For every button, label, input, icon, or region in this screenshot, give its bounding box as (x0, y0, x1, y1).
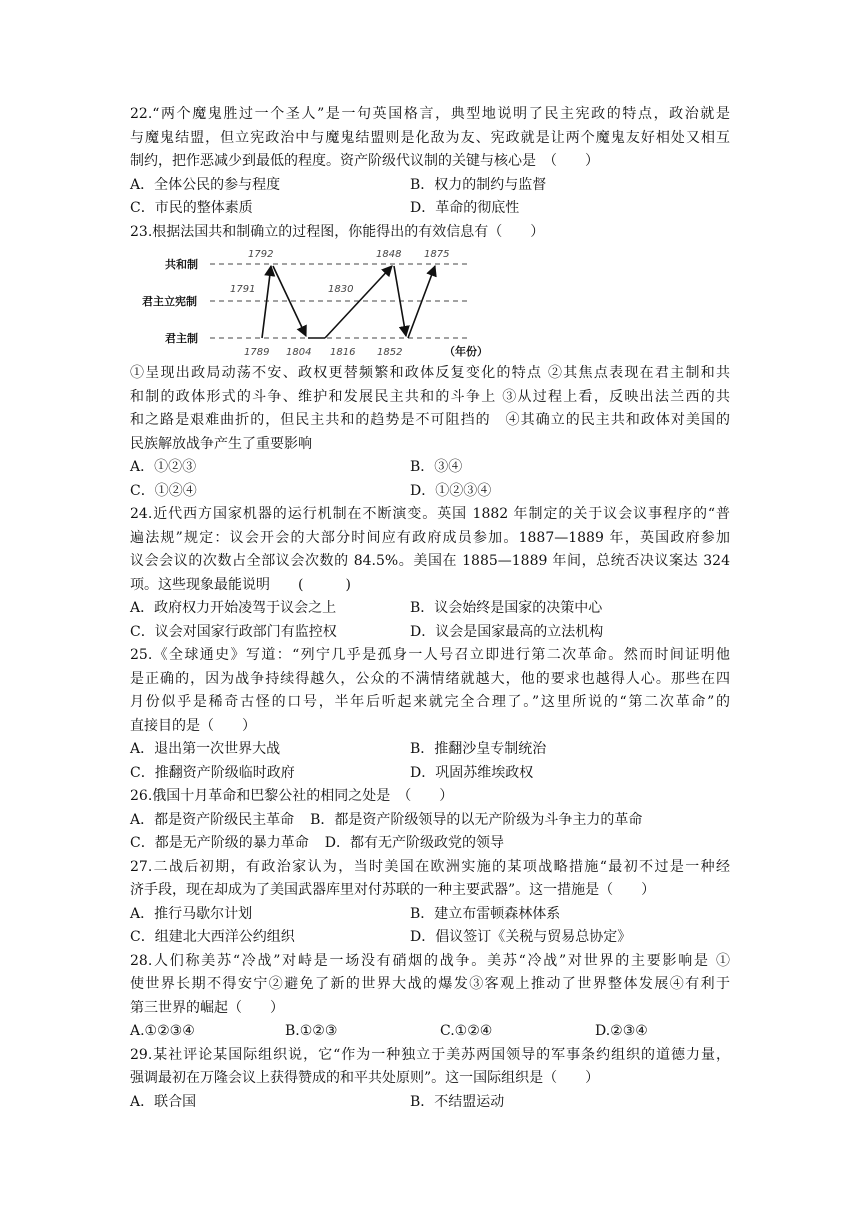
question-text: 22.“两个魔鬼胜过一个圣人”是一句英国格言，典型地说明了民主宪政的特点，政治就是 (130, 106, 730, 122)
option-a: A．推行马歇尔计划 (130, 905, 253, 922)
year-label: 1789 (244, 347, 270, 358)
option-b: B．③④ (410, 459, 463, 475)
year-label: 1816 (330, 347, 356, 358)
option-row (130, 456, 730, 480)
question-text: 第三世界的崛起（ ） (130, 999, 284, 1016)
question-text: 直接目的是（ ） (130, 717, 256, 734)
option-b: B．推翻沙皇专制统治 (410, 741, 547, 757)
question-26 (130, 785, 730, 856)
option-b: B．不结盟运动 (410, 1093, 505, 1110)
arrow-1848-1852 (394, 266, 406, 336)
option-d: D．①②③④ (410, 482, 492, 499)
option-row (130, 1091, 730, 1115)
question-text: 24.近代西方国家机器的运行机制在不断演变。英国 1882 年制定的关于议会议事程序的“普 (130, 506, 730, 522)
statement-text: 民族解放战争产生了重要影响 (130, 435, 312, 452)
process-chart (130, 244, 500, 362)
option-row (130, 597, 730, 621)
option-row (130, 174, 730, 198)
option-row (130, 832, 730, 856)
option-row (130, 621, 730, 645)
option-row (130, 809, 730, 833)
option-a: A．都是资产阶级民主革命 (130, 811, 295, 828)
year-label: 1830 (328, 284, 354, 295)
arrow-1852-1875 (408, 266, 435, 338)
option-d: D．革命的彻底性 (410, 200, 520, 216)
question-23 (130, 221, 730, 504)
question-22 (130, 103, 730, 221)
option-a: A.①②③④ (130, 1023, 195, 1039)
year-label: 1804 (286, 347, 312, 358)
option-c: C．市民的整体素质 (130, 200, 253, 216)
row-label-republic: 共和制 (165, 258, 198, 271)
question-text: 与魔鬼结盟，但立宪政治中与魔鬼结盟则是化敌为友、宪政就是让两个魔鬼友好相处又相互 (130, 129, 730, 146)
option-row (130, 903, 730, 927)
option-b: B.①②③ (285, 1023, 338, 1039)
question-text: 28.人们称美苏“冷战”对峙是一场没有硝烟的战争。美苏“冷战”对世界的主要影响是 ① (130, 952, 730, 969)
question-text: 26.俄国十月革命和巴黎公社的相同之处是 （ ） (130, 788, 454, 804)
question-text: 强调最初在万隆会议上获得赞成的和平共处原则”。这一国际组织是（ ） (130, 1070, 600, 1086)
question-text: 是正确的，因为战争持续得越久，公众的不满情绪就越大，他的要求也越得人心。那些在四 (130, 670, 730, 687)
arrow-1816-1848 (325, 266, 392, 338)
question-25 (130, 644, 730, 785)
question-text: 济手段，现在却成为了美国武器库里对付苏联的一种主要武器”。这一措施是（ ） (130, 882, 656, 898)
option-d: D．议会是国家最高的立法机构 (410, 623, 604, 640)
question-text: 制约，把作恶减少到最低的程度。资产阶级代议制的关键与核心是 （ ） (130, 153, 599, 169)
option-b: B．都是资产阶级领导的以无产阶级为斗争主力的革命 (310, 811, 643, 828)
republic-process-diagram (130, 244, 730, 362)
option-a: A．政府权力开始凌驾于议会之上 (130, 600, 337, 616)
question-28 (130, 950, 730, 1044)
option-c: C．推翻资产阶级临时政府 (130, 764, 295, 781)
question-text: 月份似乎是稀奇古怪的口号，半年后听起来就完全合理了。”这里所说的“第二次革命”的 (130, 694, 730, 710)
question-text: 遍法规”规定：议会开会的大部分时间应有政府成员参加。1887—1889 年，英国政府参加 (130, 529, 730, 546)
option-d: D．倡议签订《关税与贸易总协定》 (410, 929, 632, 945)
statement-text: 和之路是艰难曲折的，但民主共和的趋势是不可阻挡的 ④其确立的民主共和政体对美国的 (130, 412, 730, 428)
option-row (130, 738, 730, 762)
year-label: 1852 (377, 347, 403, 358)
option-a: A．①②③ (130, 459, 197, 475)
option-b: B．建立布雷顿森林体系 (410, 905, 561, 922)
axis-unit-label: （年份） (444, 345, 488, 358)
question-text: 29.某社评论某国际组织说，它“作为一种独立于美苏两国领导的军事条约组织的道德力量， (130, 1046, 730, 1063)
option-c: C．①②④ (130, 482, 197, 499)
question-24 (130, 503, 730, 644)
row-label-monarchy: 君主制 (165, 332, 198, 345)
option-a: A．联合国 (130, 1093, 197, 1110)
statement-text: ①呈现出政局动荡不安、政权更替频繁和政体反复变化的特点 ②其焦点表现在君主制和共 (130, 365, 730, 381)
question-text: 项。这些现象最能说明 ( ) (130, 576, 351, 593)
year-label: 1848 (376, 249, 402, 260)
option-row (130, 1020, 730, 1044)
year-label: 1792 (248, 249, 274, 260)
option-a: A．退出第一次世界大战 (130, 741, 281, 757)
question-27 (130, 856, 730, 950)
option-c: C．议会对国家行政部门有监控权 (130, 623, 337, 640)
option-c: C．都是无产阶级的暴力革命 (130, 835, 309, 851)
question-text: 议会会议的次数占全部议会次数的 84.5%。美国在 1885—1889 年间，总统否决议案达 324 (130, 553, 730, 569)
question-list (130, 103, 730, 1114)
option-d: D.②③④ (595, 1023, 648, 1039)
statement-text: 和制的政体形式的斗争、维护和发展民主共和的斗争上 ③从过程上看，反映出法兰西的共 (130, 388, 730, 405)
option-b: B．权力的制约与监督 (410, 176, 547, 193)
option-row (130, 480, 730, 504)
year-label: 1791 (230, 284, 256, 295)
option-row (130, 197, 730, 221)
arrow-1789-1792 (262, 266, 271, 338)
question-text: 使世界长期不得安宁②避免了新的世界大战的爆发③客观上推动了世界整体发展④有利于 (130, 976, 730, 992)
option-row (130, 762, 730, 786)
option-b: B．议会始终是国家的决策中心 (410, 600, 603, 616)
question-text: 23.根据法国共和制确立的过程图，你能得出的有效信息有（ ） (130, 223, 545, 240)
option-d: D．都有无产阶级政党的领导 (324, 835, 504, 851)
row-label-constitutional: 君主立宪制 (142, 295, 197, 308)
option-c: C.①②④ (440, 1023, 493, 1039)
option-a: A．全体公民的参与程度 (130, 176, 281, 193)
question-text: 25.《全球通史》写道：“列宁几乎是孤身一人号召立即进行第二次革命。然而时间证明他 (130, 647, 730, 663)
option-c: C．组建北大西洋公约组织 (130, 929, 295, 945)
question-text: 27.二战后初期，有政治家认为，当时美国在欧洲实施的某项战略措施“最初不过是一种经 (130, 858, 730, 875)
question-29 (130, 1044, 730, 1115)
option-d: D．巩固苏维埃政权 (410, 764, 534, 781)
option-row (130, 926, 730, 950)
year-label: 1875 (424, 249, 450, 260)
